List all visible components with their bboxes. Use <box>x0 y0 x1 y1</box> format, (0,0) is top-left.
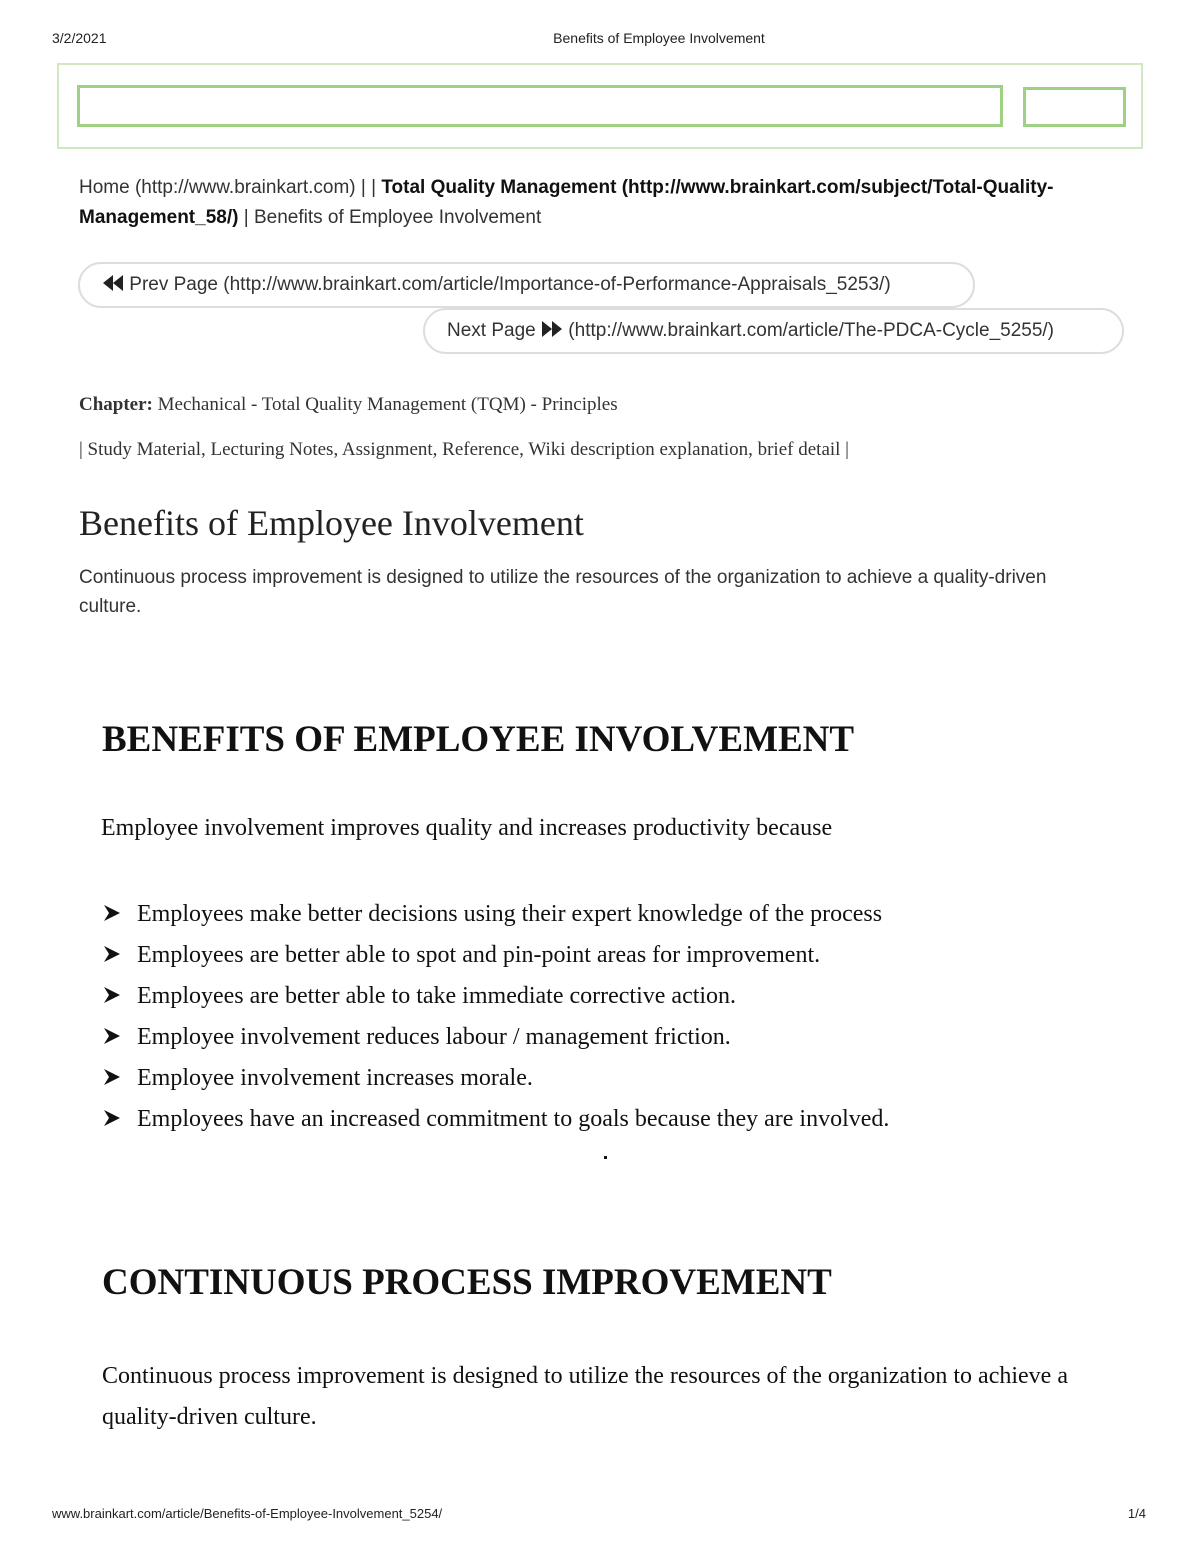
list-item-text: Employee involvement reduces labour / management friction. <box>137 1024 731 1050</box>
search-input[interactable] <box>77 85 1003 127</box>
list-item <box>102 1062 889 1103</box>
next-page-url: (http://www.brainkart.com/article/The-PDCA-Cycle_5255/) <box>568 320 1055 341</box>
arrowhead-bullet-icon <box>102 1022 137 1055</box>
list-item-text: Employees are better able to take immediate corrective action. <box>137 983 737 1009</box>
tags-line: | Study Material, Lecturing Notes, Assignment, Reference, Wiki description explanation, brief detail | <box>79 439 849 460</box>
breadcrumb <box>79 173 1089 233</box>
print-title: Benefits of Employee Involvement <box>553 30 765 46</box>
print-date: 3/2/2021 <box>52 30 107 46</box>
search-bar <box>57 63 1143 149</box>
arrowhead-bullet-icon <box>102 981 137 1014</box>
list-item <box>102 980 889 1021</box>
list-item <box>102 898 889 939</box>
list-item-text: Employees are better able to spot and pin-point areas for improvement. <box>137 942 821 968</box>
stray-mark <box>604 1156 607 1159</box>
prev-page-label: Prev Page (http://www.brainkart.com/article/Importance-of-Performance-Appraisals_5253/) <box>129 274 891 295</box>
section-heading-benefits: BENEFITS OF EMPLOYEE INVOLVEMENT <box>102 719 855 760</box>
breadcrumb-separator: | <box>238 207 254 228</box>
print-url: www.brainkart.com/article/Benefits-of-Employee-Involvement_5254/ <box>52 1506 443 1521</box>
list-item-text: Employee involvement increases morale. <box>137 1065 533 1091</box>
breadcrumb-current: Benefits of Employee Involvement <box>253 207 542 228</box>
double-chevron-right-icon <box>541 320 568 341</box>
list-item <box>102 1103 889 1144</box>
next-page-button[interactable] <box>423 308 1124 354</box>
benefits-lead: Employee involvement improves quality and increases productivity because <box>101 815 833 841</box>
breadcrumb-subject-label: Total Quality Management (http://www.brainkart.com/subject/Total-Quality-Management_58/) <box>79 177 1054 228</box>
list-item <box>102 1021 889 1062</box>
article-intro: Continuous process improvement is designed to utilize the resources of the organization to achieve a quality-driven culture. <box>79 567 1047 617</box>
arrowhead-bullet-icon <box>102 1063 137 1096</box>
improvement-paragraph: Continuous process improvement is designed to utilize the resources of the organization to achieve a quality-driven culture. <box>102 1363 1068 1430</box>
section-heading-improvement: CONTINUOUS PROCESS IMPROVEMENT <box>102 1262 832 1303</box>
list-item <box>102 939 889 980</box>
page-number: 1/4 <box>1127 1506 1146 1521</box>
arrowhead-bullet-icon <box>102 899 137 932</box>
arrowhead-bullet-icon <box>102 940 137 973</box>
list-item-text: Employees have an increased commitment to goals because they are involved. <box>137 1106 890 1132</box>
double-chevron-left-icon <box>102 274 129 295</box>
print-header <box>0 30 1200 50</box>
arrowhead-bullet-icon <box>102 1104 137 1137</box>
benefits-list <box>102 898 889 1144</box>
page-title: Benefits of Employee Involvement <box>79 503 584 543</box>
breadcrumb-home-link[interactable]: Home (http://www.brainkart.com) <box>79 177 356 198</box>
chapter-line <box>79 394 618 416</box>
chapter-label: Chapter: <box>79 394 153 415</box>
list-item-text: Employees make better decisions using their expert knowledge of the process <box>137 901 883 927</box>
breadcrumb-separator: | | <box>355 177 382 198</box>
next-page-label: Next Page <box>447 320 536 341</box>
search-button[interactable] <box>1023 87 1126 127</box>
chapter-value: Mechanical - Total Quality Management (TQM) - Principles <box>157 394 618 415</box>
prev-page-button[interactable] <box>78 262 975 308</box>
